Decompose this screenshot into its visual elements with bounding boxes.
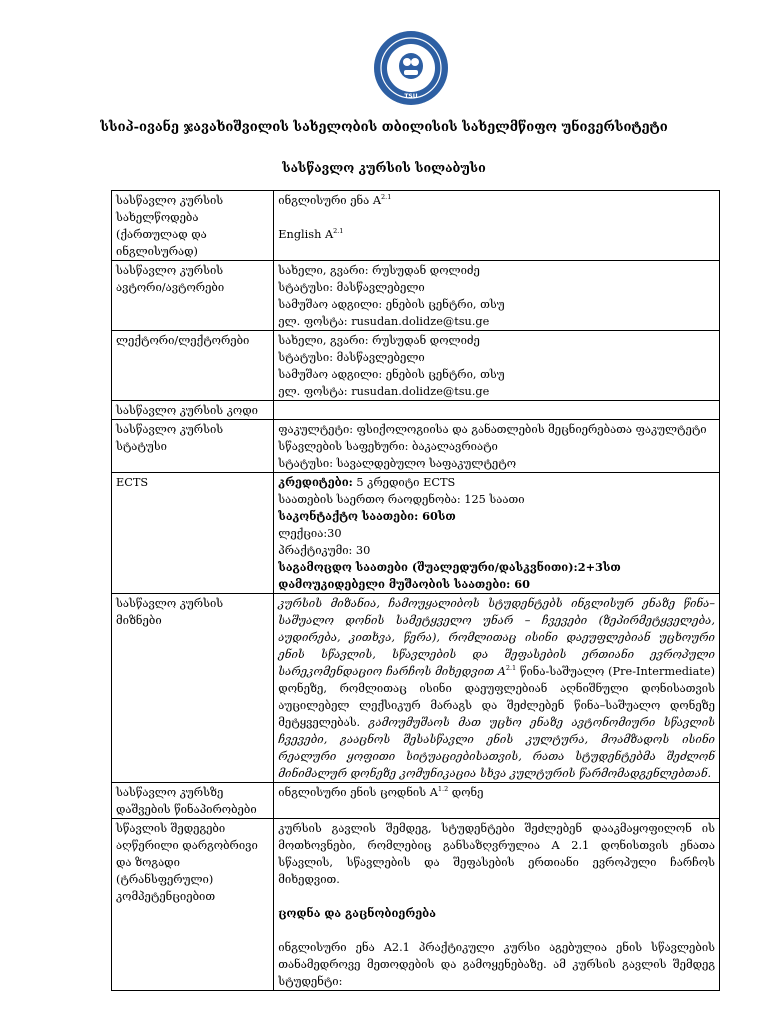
ects-exam-hours: საგამოცდო საათები (შუალედური/დასკვნითი):2+3სთ [278, 560, 621, 574]
label-author: სასწავლო კურსის ავტორი/ავტორები [112, 261, 274, 331]
label-lecturer: ლექტორი/ლექტორები [112, 331, 274, 401]
value-ects [274, 473, 720, 594]
seal-text: TSU [404, 93, 418, 100]
author-email: ელ. ფოსტა: rusudan.dolidze@tsu.ge [278, 315, 490, 328]
ects-contact-hours: საკონტაქტო საათები: 60სთ [278, 509, 456, 523]
knowledge-heading: ცოდნა და გაცნობიერება [278, 906, 436, 920]
document-title: სასწავლო კურსის სილაბუსი [282, 160, 486, 175]
value-course-name [274, 191, 720, 261]
status-level: სწავლების საფეხური: ბაკალავრიატი [278, 440, 498, 453]
ects-independent: დამოუკიდებელი მუშაობის საათები: 60 [278, 577, 531, 591]
label-course-name: სასწავლო კურსის სახელწოდება (ქართულად და ინგლისურად) [112, 191, 274, 261]
goals-part-1: კურსის მიზანია, ჩამოუყალიბოს სტუდენტებს ინგლისურ ენაზე წინა–საშუალო დონის სამეტყველო უნარ – ჩვევები (ზეპირმეტყველება, აუდირება, კითხვა, წერა), რომლითაც ისინი დაეუფლებიან უცხოური ენის სწავლის, სწავლების და შეფასების ერთიანი ევროპული სარეკომენდაციო ჩარჩოს მიხედვით A [278, 597, 715, 678]
author-status: სტატუსი: მასწავლებელი [278, 281, 425, 294]
course-name-english: English $A^{2.1}$ [278, 227, 344, 241]
row-course-name [112, 191, 720, 261]
value-author [274, 261, 720, 331]
syllabus-table [111, 190, 720, 991]
row-author [112, 261, 720, 331]
row-learning-outcomes [112, 819, 720, 991]
ects-total-hours: საათების საერთო რაოდენობა: 125 საათი [278, 493, 525, 506]
ects-practical: პრაქტიკუმი: 30 [278, 544, 371, 557]
lecturer-name: სახელი, გვარი: რუსუდან დოლიძე [278, 334, 480, 347]
status-faculty: ფაკულტეტი: ფსიქოლოგიისა და განათლების მეცნიერებათა ფაკულტეტი [278, 423, 707, 436]
outcomes-intro: კურსის გავლის შემდეგ, სტუდენტები შეძლებენ დააკმაყოფილონ ის მოთხოვნები, რომლებიც განსაზღვრულია A 2.1 დონისთვის ენათა სწავლის, სწავლების და შეფასების ერთიანი ევროპული ჩარჩოს მიხედვით. [278, 822, 715, 886]
row-course-code [112, 401, 720, 420]
value-course-code [274, 401, 720, 420]
status-type: სტატუსი: სავალდებულო საფაკულტეტო [278, 457, 517, 470]
lecturer-workplace: სამუშაო ადგილი: ენების ცენტრი, თსუ [278, 368, 505, 381]
lecturer-status: სტატუსი: მასწავლებელი [278, 351, 425, 364]
value-lecturer [274, 331, 720, 401]
label-goals: სასწავლო კურსის მიზნები [112, 594, 274, 783]
label-ects: ECTS [112, 473, 274, 594]
ects-credits: კრედიტები: 5 კრედიტი ECTS [278, 475, 456, 489]
lecturer-email: ელ. ფოსტა: rusudan.dolidze@tsu.ge [278, 385, 490, 398]
author-name: სახელი, გვარი: რუსუდან დოლიძე [278, 264, 480, 277]
ects-lecture: ლექცია:30 [278, 527, 342, 540]
label-learning-outcomes: სწავლის შედეგები აღწერილი დარგობრივი და ზოგადი (ტრანსფერული) კომპეტენციებით [112, 819, 274, 991]
value-goals: კურსის მიზანია, ჩამოუყალიბოს სტუდენტებს ინგლისურ ენაზე წინა–საშუალო დონის სამეტყველო უნარ – ჩვევები (ზეპირმეტყველება, აუდირება, კითხვა, წერა), რომლითაც ისინი დაეუფლებიან უცხოური ენის სწავლის, სწავლების და შეფასების ერთიანი ევროპული სარეკომენდაციო ჩარჩოს მიხედვით $A^{2.1}$ წინა-საშუალო (Pre-Intermediate) დონეზე, რომლითაც ისინი დაეუფლებიან აღნიშნული დონისათვის აუცილებელ ლექსიკურ მარაგს და შეძლებენ წინა–საშუალო დონეზე მეტყველებას. გამოუმუშაოს მათ უცხო ენაზე ავტონომიური სწავლის ჩვევები, გააცნოს შესასწავლი ენის კულტურა, მოამზადოს ისინი რეალური ყოფითი სიტუაციებისათვის, რათა სტუდენტებმა შეძლონ მინიმალურ დონეზე კომუნიკაცია სხვა კულტურის წარმომადგენლებთან. [274, 594, 720, 783]
university-name: სსიპ-ივანე ჯავახიშვილის სახელობის თბილისის სახელმწიფო უნივერსიტეტი [100, 120, 668, 135]
label-course-code: სასწავლო კურსის კოდი [112, 401, 274, 420]
goals-part-2: წინა-საშუალო (Pre-Intermediate) დონეზე, რომლითაც ისინი დაეუფლებიან აღნიშნული დონისათვის აუცილებელ ლექსიკურ მარაგს და შეძლებენ წინა–საშუალო დონეზე მეტყველებას. [278, 665, 715, 729]
university-seal-icon [373, 30, 449, 106]
goals-part-3: გამოუმუშაოს მათ უცხო ენაზე ავტონომიური სწავლის ჩვევები, გააცნოს შესასწავლი ენის კულტურა, მოამზადოს ისინი რეალური ყოფითი სიტუაციებისათვის, რათა სტუდენტებმა შეძლონ მინიმალურ დონეზე კომუნიკაცია სხვა კულტურის წარმომადგენლებთან. [278, 716, 715, 780]
row-course-status [112, 420, 720, 473]
knowledge-text: ინგლისური ენა A2.1 პრაქტიკული კურსი აგებულია ენის სწავლების თანამედროვე მეთოდების და გამოყენებაზე. ამ კურსის გავლის შემდეგ სტუდენტი: [278, 941, 715, 988]
row-lecturer [112, 331, 720, 401]
label-course-status: სასწავლო კურსის სტატუსი [112, 420, 274, 473]
value-prerequisites: ინგლისური ენის ცოდნის $A^{1.2}$ დონე [274, 783, 720, 819]
row-ects [112, 473, 720, 594]
row-prerequisites [112, 783, 720, 819]
row-goals [112, 594, 720, 783]
label-prerequisites: სასწავლო კურსზე დაშვების წინაპირობები [112, 783, 274, 819]
course-name-georgian: ინგლისური ენა $A^{2.1}$ [278, 193, 392, 207]
value-learning-outcomes [274, 819, 720, 991]
author-workplace: სამუშაო ადგილი: ენების ცენტრი, თსუ [278, 298, 505, 311]
value-course-status [274, 420, 720, 473]
